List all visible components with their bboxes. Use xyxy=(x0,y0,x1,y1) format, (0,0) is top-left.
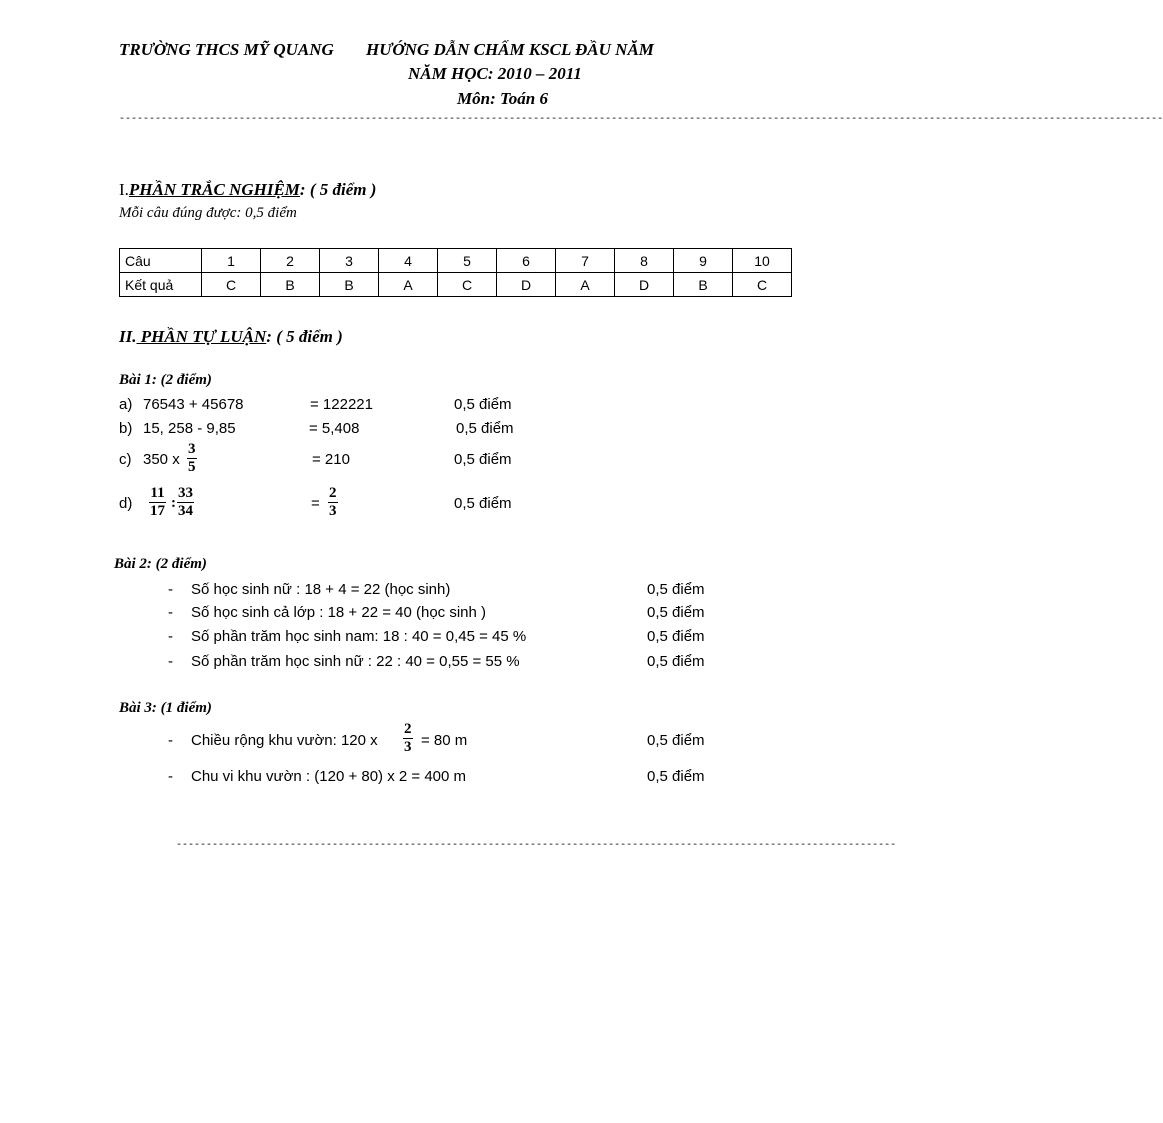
bullet: - xyxy=(168,581,173,598)
answer-cell: C xyxy=(202,273,261,297)
question-number: 7 xyxy=(556,249,615,273)
question-number: 6 xyxy=(497,249,556,273)
division-sign: : xyxy=(171,495,176,511)
item-score: 0,5 điểm xyxy=(456,420,514,437)
school-year: NĂM HỌC: 2010 – 2011 xyxy=(408,64,582,83)
part2-heading: II. PHẦN TỰ LUẬN: ( 5 điểm ) xyxy=(119,327,343,346)
question-number: 4 xyxy=(379,249,438,273)
item-text: Chu vi khu vườn : (120 + 80) x 2 = 400 m xyxy=(191,768,467,785)
item-text: Số học sinh cả lớp : 18 + 22 = 40 (học sinh ) xyxy=(191,604,487,621)
header-divider: ------------------------------------------------------------------------------------------------------------------------------------------------------------------------------ xyxy=(119,114,1163,125)
answer-cell: D xyxy=(615,273,674,297)
answer-cell: A xyxy=(379,273,438,297)
answer-cell: C xyxy=(438,273,497,297)
answer-cell: B xyxy=(261,273,320,297)
bullet: - xyxy=(168,768,173,785)
question-number: 2 xyxy=(261,249,320,273)
table-row xyxy=(120,249,792,273)
item-score: 0,5 điểm xyxy=(454,451,512,468)
item-score: 0,5 điểm xyxy=(647,604,705,621)
question-number: 9 xyxy=(674,249,733,273)
item-expression: 350 x xyxy=(143,451,180,468)
item-label: d) xyxy=(119,495,133,512)
fraction: $\frac{33}{34}$ xyxy=(178,485,193,519)
item-score: 0,5 điểm xyxy=(454,495,512,512)
item-label: a) xyxy=(119,396,133,413)
part1-note: Mỗi câu đúng được: 0,5 điểm xyxy=(119,205,297,221)
item-score: 0,5 điểm xyxy=(647,581,705,598)
item-text: Số học sinh nữ : 18 + 4 = 22 (học sinh) xyxy=(191,581,451,598)
answer-cell: A xyxy=(556,273,615,297)
school-name: TRƯỜNG THCS MỸ QUANG xyxy=(119,40,334,59)
fraction: $\frac{11}{17}$ xyxy=(150,485,165,519)
bullet: - xyxy=(168,732,173,749)
answer-cell: B xyxy=(320,273,379,297)
item-expression: 76543 + 45678 xyxy=(143,396,244,413)
item-score: 0,5 điểm xyxy=(647,653,705,670)
equals-sign: = xyxy=(311,495,320,512)
bai3-title: Bài 3: (1 điểm) xyxy=(119,700,212,716)
item-score: 0,5 điểm xyxy=(647,732,705,749)
answer-cell: C xyxy=(733,273,792,297)
item-result: = 5,408 xyxy=(309,420,360,437)
table-row xyxy=(120,273,792,297)
question-number: 3 xyxy=(320,249,379,273)
bullet: - xyxy=(168,653,173,670)
item-label: b) xyxy=(119,420,133,437)
table-row-label: Câu xyxy=(120,249,202,273)
answer-cell: B xyxy=(674,273,733,297)
item-score: 0,5 điểm xyxy=(647,628,705,645)
bullet: - xyxy=(168,628,173,645)
fraction: $\frac{2}{3}$ xyxy=(404,721,412,755)
question-number: 10 xyxy=(733,249,792,273)
item-expression: 15, 258 - 9,85 xyxy=(143,420,236,437)
question-number: 5 xyxy=(438,249,497,273)
item-result: = 210 xyxy=(312,451,350,468)
bai1-title: Bài 1: (2 điểm) xyxy=(119,372,212,388)
subject: Môn: Toán 6 xyxy=(457,89,549,108)
question-number: 8 xyxy=(615,249,674,273)
item-label: c) xyxy=(119,451,132,468)
item-text: Số phần trăm học sinh nam: 18 : 40 = 0,45 = 45 % xyxy=(191,628,527,645)
answer-cell: D xyxy=(497,273,556,297)
bai2-title: Bài 2: (2 điểm) xyxy=(114,556,207,572)
part1-heading: I.PHẦN TRẮC NGHIỆM: ( 5 điểm ) xyxy=(119,180,377,199)
question-number: 1 xyxy=(202,249,261,273)
answer-table xyxy=(119,248,792,297)
fraction: $\frac{2}{3}$ xyxy=(329,485,337,519)
footer-divider: ------------------------------------------------------------------------------------------------------------------------ xyxy=(176,840,897,851)
fraction: $\frac{3}{5}$ xyxy=(188,441,196,475)
bullet: - xyxy=(168,604,173,621)
item-text: Chiều rộng khu vườn: 120 x xyxy=(191,732,378,749)
item-score: 0,5 điểm xyxy=(647,768,705,785)
document-title: HƯỚNG DẪN CHẤM KSCL ĐẦU NĂM xyxy=(366,40,654,59)
item-score: 0,5 điểm xyxy=(454,396,512,413)
table-row-label: Kết quả xyxy=(120,273,202,297)
item-result: = 122221 xyxy=(310,396,373,413)
item-text: Số phần trăm học sinh nữ : 22 : 40 = 0,55 = 55 % xyxy=(191,653,520,670)
item-result: = 80 m xyxy=(421,732,468,749)
